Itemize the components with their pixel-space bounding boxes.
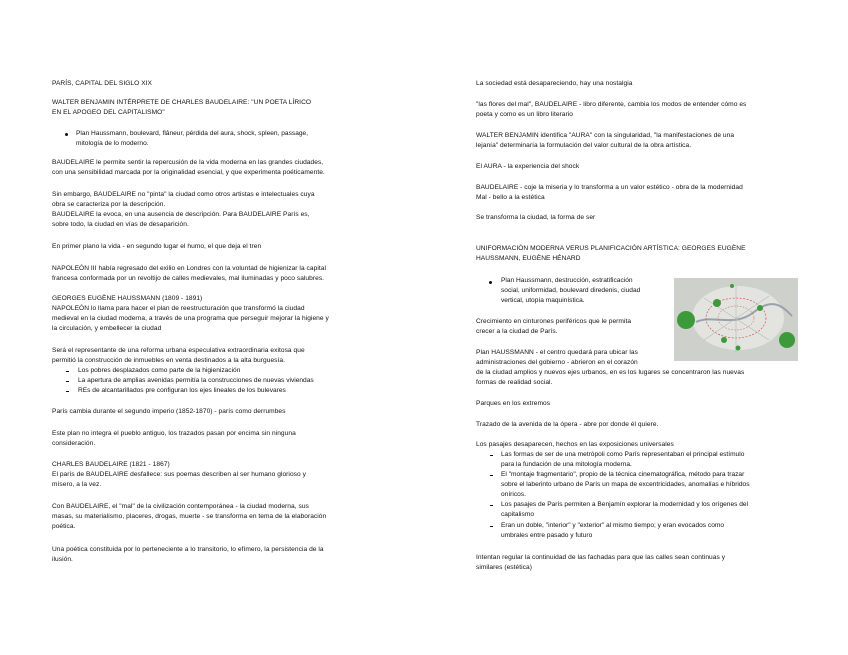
paragraph: poeta y como es un libro literario	[476, 111, 573, 118]
paragraph: obra se caracteriza por la descripción.	[52, 201, 166, 208]
dash-icon	[490, 455, 493, 456]
dash-icon	[66, 391, 69, 392]
section-heading: WALTER BENJAMIN INTÉRPRETE DE CHARLES BAUDELAIRE: "UN POETA LÍRICO	[52, 99, 312, 106]
dash-icon	[490, 475, 493, 476]
paragraph: Plan HAUSSMANN - el centro quedará para ubicar las	[476, 349, 638, 356]
dash-icon	[490, 505, 493, 506]
paragraph: NAPOLEÓN III había regresado del exilio en Londres con la voluntad de higienizar la capital	[52, 265, 326, 272]
section-heading: GEORGES EUGÈNE HAUSSMANN (1809 - 1891)	[52, 295, 203, 302]
paragraph: formas de realidad social.	[476, 379, 553, 386]
paragraph: El AURA - la experiencia del shock	[476, 163, 580, 170]
bullet-text: Plan Haussmann, destrucción, estratificación	[501, 277, 633, 284]
paragraph: sobre todo, la ciudad en vías de desaparición.	[52, 221, 189, 228]
paragraph: poética.	[52, 523, 76, 530]
dash-item: Las formas de ser de una metrópoli como París representaban el principal estímulo	[501, 451, 745, 458]
bullet-icon	[489, 281, 492, 284]
bullet-text-cont: mitología de lo moderno.	[76, 140, 149, 147]
dash-item: La apertura de amplias avenidas permitía la construcciones de nuevas viviendas	[78, 377, 314, 384]
paragraph: Crecimiento en cinturones periféricos que le permita	[476, 318, 632, 325]
dash-item-cont: umbrales entre pasado y futuro	[501, 532, 593, 539]
paris-map-icon	[674, 278, 798, 361]
paragraph: Los pasajes desaparecen, hechos en las exposiciones universales	[476, 441, 674, 448]
dash-item-cont: para la fundación de una mitología moderna.	[501, 461, 632, 468]
paragraph: la circulación, y embellecer la ciudad	[52, 325, 162, 332]
dash-icon	[66, 381, 69, 382]
section-heading: UNIFORMACIÓN MODERNA VERUS PLANIFICACIÓN ARTÍSTICA: GEORGES EUGÈNE	[476, 245, 746, 252]
paragraph: Intentan regular la continuidad de las fachadas para que las calles sean continuas y	[476, 554, 726, 561]
paragraph: similares (estética)	[476, 564, 532, 571]
paragraph: francesa conformada por un revoltijo de calles medievales, mal iluminadas y poco salubres.	[52, 275, 325, 282]
paragraph: París cambia durante el segundo imperio (1852-1870) - parís como derrumbes	[52, 408, 286, 415]
paragraph: mísero, a la vez.	[52, 481, 102, 488]
paragraph: Con BAUDELAIRE, el "mal" de la civilización contemporánea - la ciudad moderna, sus	[52, 503, 309, 510]
paragraph: Mal - bello a la estética	[476, 194, 545, 201]
paragraph: La sociedad está desapareciendo, hay una nostalgia	[476, 80, 633, 87]
paris-map-image	[674, 278, 798, 361]
dash-icon	[490, 526, 493, 527]
paragraph: Parques en los extremos	[476, 400, 551, 407]
paragraph: permitió la construcción de inmuebles en venta destinados a la alta burguesía.	[52, 357, 285, 364]
paragraph: lejanía" determinaría la formulación del valor cultural de la obra artística.	[476, 142, 692, 149]
paragraph: Sin embargo, BAUDELAIRE no "pinta" la ciudad como otros artistas e intelectuales cuya	[52, 191, 315, 198]
section-heading-cont: EN EL APOGEO DEL CAPITALISMO"	[52, 109, 165, 116]
bullet-icon	[65, 133, 68, 136]
paragraph: consideración.	[52, 440, 96, 447]
dash-item-cont: sobre el laberinto urbano de París un mapa de excentricidades, anomalías e híbridos	[501, 481, 750, 488]
paragraph: BAUDELAIRE - coje la miseria y lo transforma a un valor estético - obra de la modernidad	[476, 184, 743, 191]
paragraph: BAUDELAIRE le permite sentir la repercusión de la vida moderna en las grandes ciudades,	[52, 159, 324, 166]
paragraph: WALTER BENJAMIN identifica "AURA" con la singularidad, "la manifestaciones de una	[476, 132, 735, 139]
dash-item: Eran un doble, "interior" y "exterior" al mismo tiempo; y eran evocados como	[501, 522, 725, 529]
section-heading-cont: HAUSSMANN, EUGÈNE HÉNARD	[476, 255, 581, 262]
dash-item: REs de alcantarillados pre configuran los ejes lineales de los bulevares	[78, 387, 286, 394]
paragraph: El parís de BAUDELAIRE desfallece: sus poemas describen al ser humano glorioso y	[52, 471, 306, 478]
paragraph: masas, su materialismo, placeres, drogas, muerte - se transforma en tema de la elaboración	[52, 513, 327, 520]
bullet-text-cont: social, uniformidad, boulevard diredenis, ciudad	[501, 287, 641, 294]
paragraph: crecer a la ciudad de París.	[476, 328, 558, 335]
paragraph: "las flores del mal", BAUDELAIRE - libro diferente, cambia los modos de entender cómo es	[476, 101, 747, 108]
dash-item-cont: capitalismo	[501, 511, 534, 518]
paragraph: ilusión.	[52, 556, 73, 563]
dash-item: Los pobres desplazados como parte de la higienización	[78, 367, 241, 374]
document-title: PARÍS, CAPITAL DEL SIGLO XIX	[52, 80, 152, 87]
paragraph: NAPOLEÓN lo llama para hacer el plan de reestructuración que transformó la ciudad	[52, 305, 305, 312]
paragraph: Trazado de la avenida de la ópera - abre por donde él quiere.	[476, 421, 659, 428]
paragraph: Se transforma la ciudad, la forma de ser	[476, 214, 596, 221]
dash-item: El "montaje fragmentario", propio de la técnica cinematográfica, método para trazar	[501, 471, 745, 478]
dash-item-cont: oníricos.	[501, 491, 526, 498]
bullet-text: Plan Haussmann, boulevard, flâneur, pérdida del aura, shock, spleen, passage,	[76, 130, 309, 137]
paragraph: administraciones del gobierno - abrieron en el corazón	[476, 359, 638, 366]
paragraph: BAUDELAIRE la evoca, en una ausencia de descripción. Para BAUDELAIRE París es,	[52, 211, 310, 218]
dash-icon	[66, 371, 69, 372]
paragraph: Este plan no integra el pueblo antiguo, los trazados pasan por encima sin ninguna	[52, 430, 296, 437]
bullet-text-cont: vertical, utopía maquinística.	[501, 297, 585, 304]
paragraph: con una sensibilidad marcada por la originalidad esencial, y que experimenta poéticamente.	[52, 169, 325, 176]
dash-item: Los pasajes de París permiten a Benjamín explorar la modernidad y los orígenes del	[501, 501, 749, 508]
paragraph: medieval en la ciudad moderna, a través de una programa que perseguir mejorar la higiene y	[52, 315, 329, 322]
section-heading: CHARLES BAUDELAIRE (1821 - 1867)	[52, 461, 170, 468]
paragraph: En primer plano la vida - en segundo lugar el humo, el que deja el tren	[52, 243, 262, 250]
paragraph: Una poética constituida por lo perteneciente a lo transitorio, lo efímero, la persistencia de la	[52, 546, 324, 553]
paragraph: Será el representante de una reforma urbana especulativa extraordinaria exitosa que	[52, 347, 305, 354]
paragraph: de la ciudad amplios y nuevos ejes urbanos, en es los lugares se concentraron las nuevas	[476, 369, 745, 376]
